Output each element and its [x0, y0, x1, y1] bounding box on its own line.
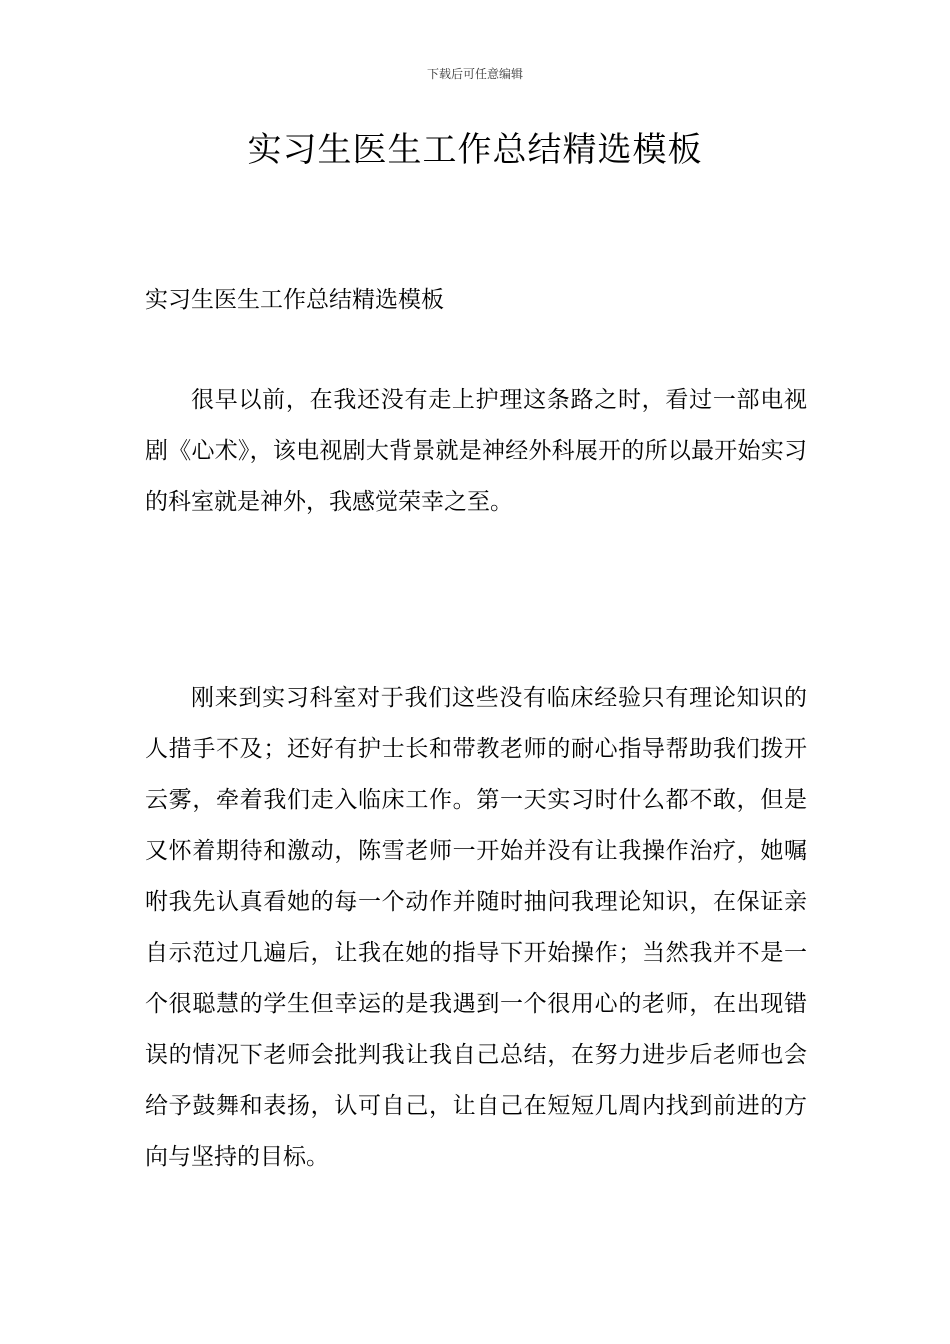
body-paragraph: 很早以前，在我还没有走上护理这条路之时，看过一部电视剧《心术》，该电视剧大背景就是神经外科展开的所以最开始实习的科室就是神外，我感觉荣幸之至。 — [145, 387, 807, 515]
document-title: 实习生医生工作总结精选模板 — [247, 130, 703, 170]
body-paragraph: 刚来到实习科室对于我们这些没有临床经验只有理论知识的人措手不及；还好有护士长和带教老师的耐心指导帮助我们拨开云雾，牵着我们走入临床工作。第一天实习时什么都不敢，但是又怀着期待和激动，陈雪老师一开始并没有让我操作治疗，她嘱咐我先认真看她的每一个动作并随时抽问我理论知识，在保证亲自示范过几遍后，让我在她的指导下开始操作；当然我并不是一个很聪慧的学生但幸运的是我遇到一个很用心的老师，在出现错误的情况下老师会批判我让我自己总结，在努力进步后老师也会给予鼓舞和表扬，认可自己，让自己在短短几周内找到前进的方向与坚持的目标。 — [145, 685, 807, 1170]
header-note: 下载后可任意编辑 — [426, 67, 523, 81]
document-subtitle: 实习生医生工作总结精选模板 — [145, 287, 444, 313]
